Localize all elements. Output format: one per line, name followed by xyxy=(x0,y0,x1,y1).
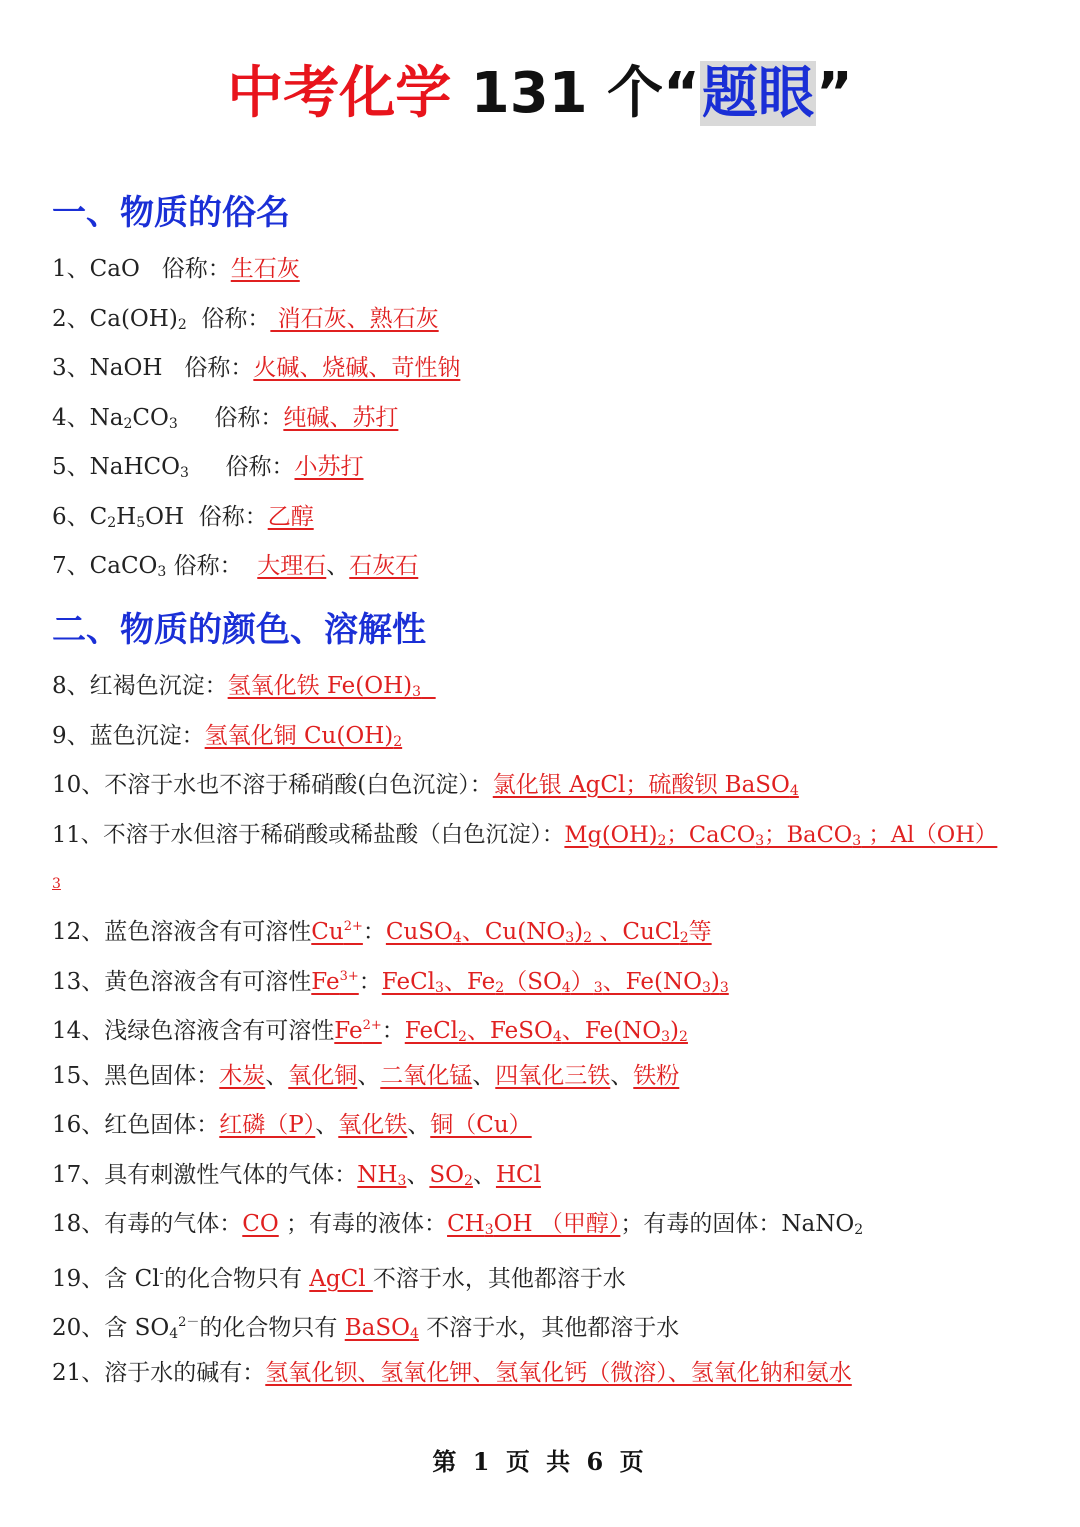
item-13: 13、黄色溶液含有可溶性$Fe^{3+}$：FeCl$_3$、$Fe_2(SO_4)_3$、$Fe(NO_3)_3$ xyxy=(52,969,729,996)
item-7: 7、CaCO$_3$ 俗称： 大理石、石灰石 xyxy=(52,553,419,580)
item-9: 9、蓝色沉淀：氢氧化铜 $Cu(OH)_2$ xyxy=(52,723,403,750)
page-title: 中考化学 131 个“题眼” xyxy=(227,61,853,126)
item-1: 1、CaO 俗称：生石灰 xyxy=(52,256,300,282)
item-5: 5、NaHCO$_3$ 俗称：小苏打 xyxy=(52,454,364,481)
item-2: 2、$Ca(OH)_2$ 俗称： 消石灰、熟石灰 xyxy=(52,306,439,333)
item-8: 8、红褐色沉淀：氢氧化铁 $Fe(OH)_3$ xyxy=(52,673,422,700)
section-heading-2: 二、物质的颜色、溶解性 xyxy=(52,610,426,650)
page-footer: 第 1 页 共 6 页 xyxy=(432,1447,648,1476)
item-10: 10、不溶于水也不溶于稀硝酸(白色沉淀）：氯化银 AgCl；硫酸钡 BaSO$_4$ xyxy=(52,772,799,799)
item-6: 6、$C_2H_5OH$ 俗称：乙醇 xyxy=(52,504,314,531)
item-4: 4、$Na_2CO_3$ 俗称：纯碱、苏打 xyxy=(52,405,399,432)
item-11: 11、不溶于水但溶于稀硝酸或稀盐酸（白色沉淀）：$Mg(OH)_2$；CaCO$_3$；BaCO$_3$ ；Al（OH） xyxy=(52,822,998,849)
section-heading-1: 一、物质的俗名 xyxy=(52,193,290,233)
item-12: 12、蓝色溶液含有可溶性$Cu^{2+}$：CuSO$_4$、$Cu(NO_3)_2$ 、CuCl$_2$等 xyxy=(52,919,712,946)
item-21: 21、溶于水的碱有：氢氧化钡、氢氧化钾、氢氧化钙（微溶）、氢氧化钠和氨水 xyxy=(52,1360,852,1386)
highlight: 题眼 xyxy=(701,61,814,126)
item-20: 20、含 $SO_4^{2-}$的化合物只有 BaSO$_4$ 不溶于水，其他都溶于水 xyxy=(52,1315,680,1342)
item-17: 17、具有刺激性气体的气体：$NH_3$、$SO_2$、HCl xyxy=(52,1162,541,1189)
item-14: 14、浅绿色溶液含有可溶性$Fe^{2+}$：FeCl$_2$、FeSO$_4$、$Fe(NO_3)_2$ xyxy=(52,1018,688,1045)
item-19: 19、含 Cl-的化合物只有 AgCl 不溶于水，其他都溶于水 xyxy=(52,1266,626,1292)
item-15: 15、黑色固体：木炭、氧化铜、二氧化锰、四氧化三铁、铁粉 xyxy=(52,1063,680,1089)
item-3: 3、NaOH 俗称：火碱、烧碱、苛性钠 xyxy=(52,355,461,381)
item-18: 18、有毒的气体：CO ；有毒的液体：$CH_3OH$ （甲醇）；有毒的固体：NaNO$_2$ xyxy=(52,1211,864,1238)
item-11-subscript: 3 xyxy=(52,876,61,892)
item-16: 16、红色固体：红磷（P）、氧化铁、铜（Cu） xyxy=(52,1112,532,1138)
